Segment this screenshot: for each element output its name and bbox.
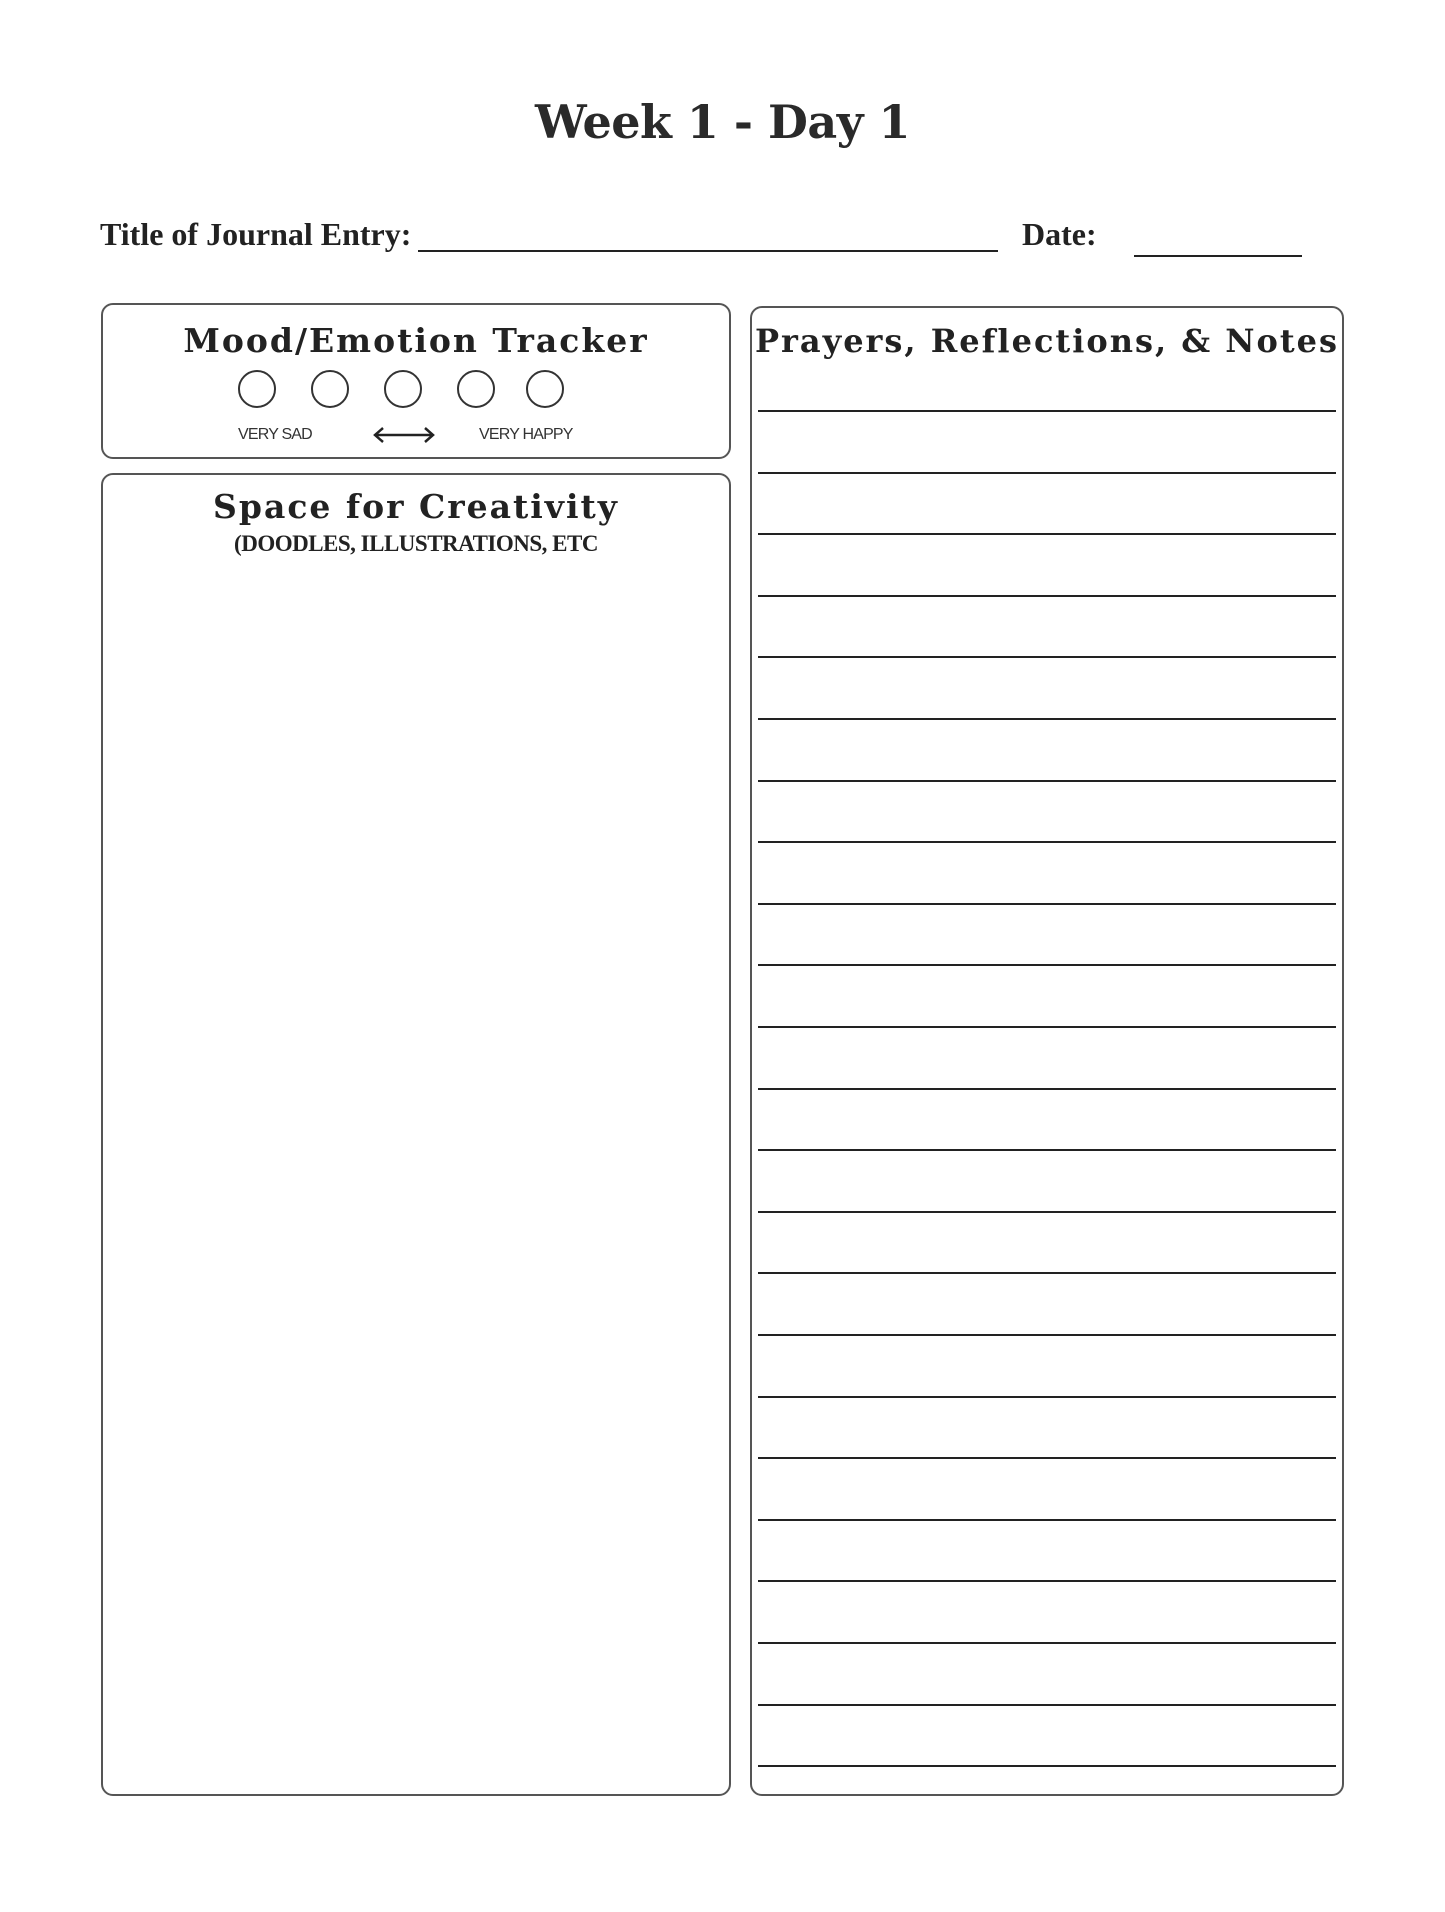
note-line[interactable] — [758, 410, 1336, 412]
note-line[interactable] — [758, 1704, 1336, 1706]
notes-heading: Prayers, Reflections, & Notes — [754, 322, 1340, 360]
mood-circle-2[interactable] — [311, 370, 349, 408]
note-line[interactable] — [758, 718, 1336, 720]
note-line[interactable] — [758, 1580, 1336, 1582]
mood-circle-3[interactable] — [384, 370, 422, 408]
note-line[interactable] — [758, 903, 1336, 905]
note-line[interactable] — [758, 1519, 1336, 1521]
creativity-subheading: (DOODLES, ILLUSTRATIONS, ETC — [234, 531, 598, 556]
note-line[interactable] — [758, 1026, 1336, 1028]
journal-title-line[interactable] — [418, 250, 998, 252]
note-line[interactable] — [758, 1642, 1336, 1644]
mood-circle-5[interactable] — [526, 370, 564, 408]
mood-tracker-heading: Mood/Emotion Tracker — [183, 321, 649, 360]
very-happy-label: VERY HAPPY — [479, 426, 573, 443]
note-line[interactable] — [758, 1149, 1336, 1151]
note-line[interactable] — [758, 656, 1336, 658]
page-title: Week 1 - Day 1 — [535, 95, 910, 149]
note-line[interactable] — [758, 533, 1336, 535]
mood-tracker-panel — [101, 303, 731, 459]
note-line[interactable] — [758, 780, 1336, 782]
note-line[interactable] — [758, 472, 1336, 474]
creativity-panel — [101, 473, 731, 1796]
note-line[interactable] — [758, 841, 1336, 843]
note-line[interactable] — [758, 1396, 1336, 1398]
mood-circle-1[interactable] — [238, 370, 276, 408]
double-arrow-icon — [372, 423, 436, 447]
drawing-area[interactable] — [113, 575, 719, 1784]
note-line[interactable] — [758, 964, 1336, 966]
mood-circle-4[interactable] — [457, 370, 495, 408]
note-line[interactable] — [758, 1211, 1336, 1213]
note-line[interactable] — [758, 1457, 1336, 1459]
entry-header — [0, 210, 1445, 260]
journal-title-label: Title of Journal Entry: — [100, 216, 412, 252]
notes-panel — [750, 306, 1344, 1796]
note-line[interactable] — [758, 1334, 1336, 1336]
note-line[interactable] — [758, 1765, 1336, 1767]
creativity-heading: Space for Creativity — [213, 487, 619, 526]
mood-circle-row — [103, 370, 729, 414]
note-line[interactable] — [758, 1088, 1336, 1090]
date-label: Date: — [1022, 216, 1097, 252]
note-line[interactable] — [758, 595, 1336, 597]
date-line[interactable] — [1134, 255, 1302, 257]
very-sad-label: VERY SAD — [238, 426, 312, 443]
note-line[interactable] — [758, 1272, 1336, 1274]
notes-lines — [758, 308, 1336, 1794]
